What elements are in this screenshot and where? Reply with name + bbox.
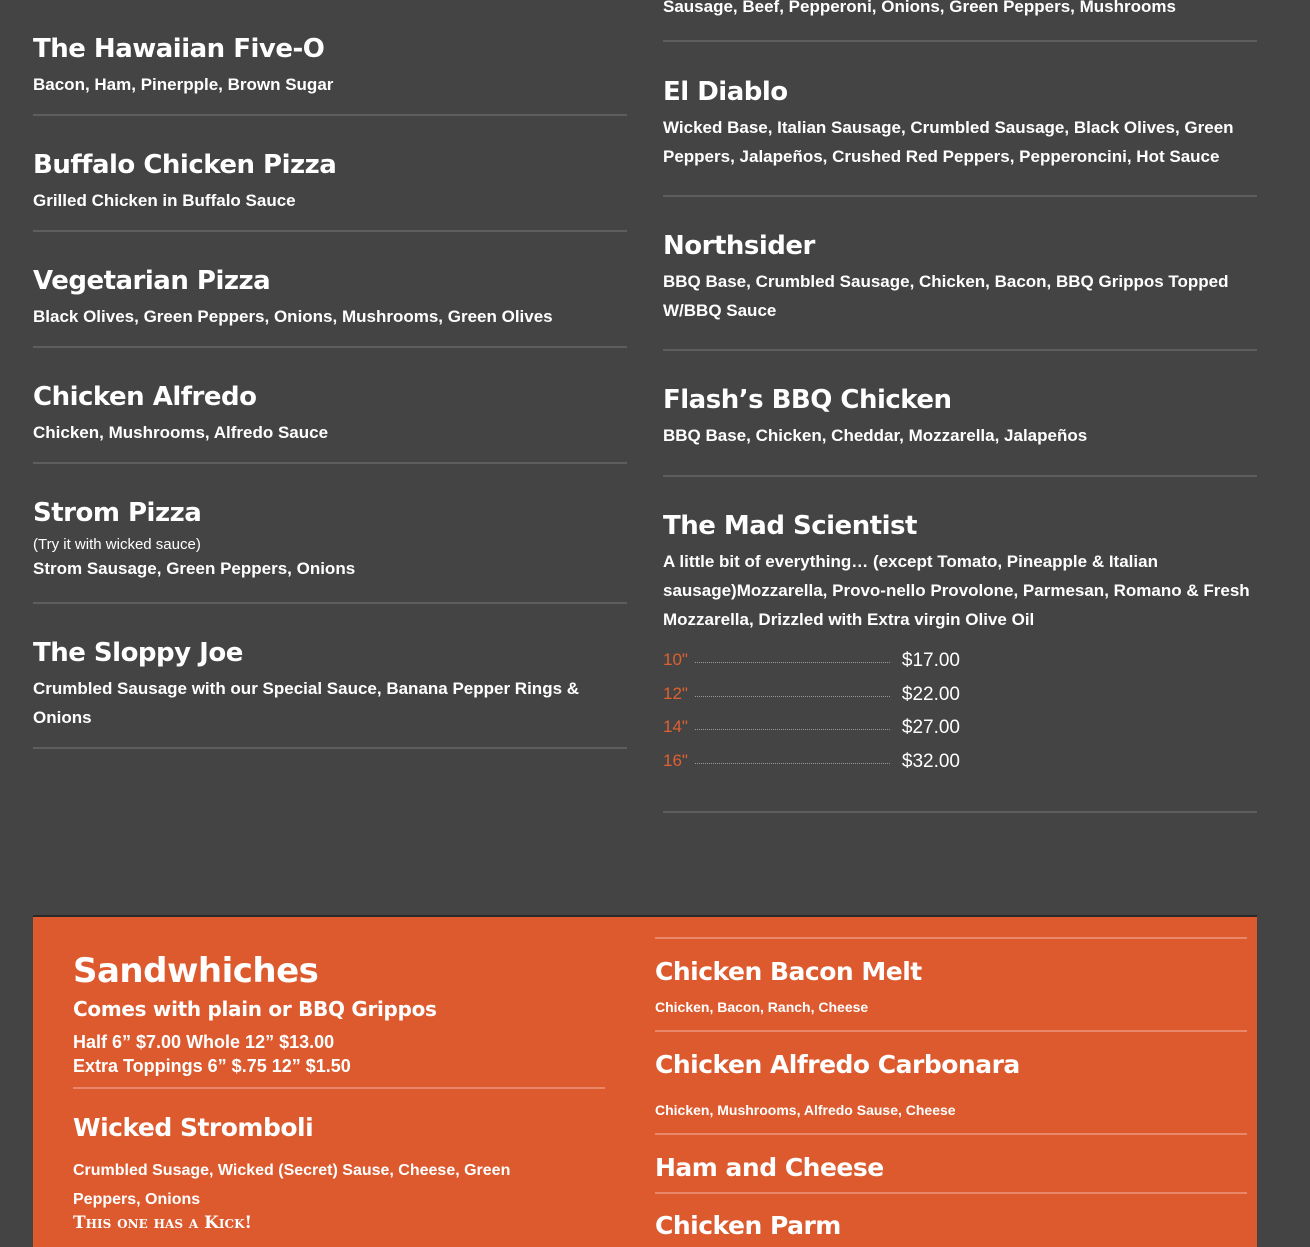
sandwiches-section bbox=[33, 915, 1257, 1247]
sandwich-price-line: Half 6” $7.00 Whole 12” $13.00 bbox=[73, 1032, 335, 1052]
item-tagline: This one has a Kick! bbox=[73, 1213, 252, 1233]
price-value: $27.00 bbox=[901, 717, 960, 738]
dotted-leader bbox=[695, 763, 890, 764]
dotted-leader bbox=[695, 696, 890, 697]
item-description: A little bit of everything… (except Tomato, Pineapple & Italian sausage)Mozzarella, Provo-nello Provolone, Parmesan, Romano & Fresh Mozzarella, Drizzled with Extra virgin Olive Oil bbox=[663, 552, 1250, 629]
divider bbox=[655, 937, 1247, 939]
item-name: Wicked Stromboli bbox=[73, 1113, 314, 1142]
divider bbox=[655, 1133, 1247, 1135]
menu-item bbox=[33, 34, 627, 116]
item-name: Chicken Alfredo bbox=[33, 382, 257, 412]
divider bbox=[655, 1192, 1247, 1194]
menu-item bbox=[663, 0, 1257, 42]
section-title: Sandwhiches bbox=[73, 951, 319, 991]
item-name: Buffalo Chicken Pizza bbox=[33, 150, 337, 180]
menu-item bbox=[663, 77, 1257, 197]
menu-item bbox=[33, 150, 627, 232]
item-name: El Diablo bbox=[663, 77, 788, 107]
menu-item bbox=[33, 382, 627, 464]
price-value: $17.00 bbox=[901, 650, 960, 671]
item-name: Chicken Bacon Melt bbox=[655, 957, 922, 986]
item-description: Wicked Base, Italian Sausage, Crumbled Sausage, Black Olives, Green Peppers, Jalapeños, Crushed Red Peppers, Pepperoncini, Hot Sauce bbox=[663, 118, 1234, 166]
price-row bbox=[663, 715, 960, 749]
item-description: BBQ Base, Crumbled Sausage, Chicken, Bacon, BBQ Grippos Topped W/BBQ Sauce bbox=[663, 272, 1229, 320]
menu-item bbox=[33, 638, 627, 749]
item-description: Chicken, Bacon, Ranch, Cheese bbox=[655, 999, 869, 1015]
menu-item bbox=[663, 231, 1257, 351]
price-value: $22.00 bbox=[901, 683, 960, 705]
item-description: Strom Sausage, Green Peppers, Onions bbox=[33, 559, 356, 578]
item-name: Vegetarian Pizza bbox=[33, 266, 271, 296]
item-name: Northsider bbox=[663, 231, 815, 261]
item-name: The Sloppy Joe bbox=[33, 638, 243, 668]
menu-item bbox=[663, 511, 1257, 813]
item-description: Crumbled Susage, Wicked (Secret) Sause, Cheese, Green Peppers, Onions bbox=[73, 1162, 511, 1208]
menu-item bbox=[33, 498, 627, 604]
price-value: $32.00 bbox=[901, 750, 960, 772]
divider bbox=[73, 1087, 605, 1089]
price-row bbox=[663, 648, 960, 682]
section-subtitle: Comes with plain or BBQ Grippos bbox=[73, 997, 437, 1021]
price-row bbox=[663, 749, 960, 783]
item-note: (Try it with wicked sauce) bbox=[33, 536, 201, 553]
item-name: Strom Pizza bbox=[33, 498, 202, 528]
menu-item bbox=[33, 266, 627, 348]
divider bbox=[655, 1030, 1247, 1032]
item-name: Ham and Cheese bbox=[655, 1153, 884, 1182]
item-description: Sausage, Beef, Pepperoni, Onions, Green Peppers, Mushrooms bbox=[663, 0, 1176, 16]
price-row bbox=[663, 682, 960, 716]
item-name: Chicken Parm bbox=[655, 1211, 841, 1240]
item-description: Chicken, Mushrooms, Alfredo Sause, Cheese bbox=[655, 1102, 956, 1118]
item-name: Chicken Alfredo Carbonara bbox=[655, 1050, 1020, 1079]
item-name: The Mad Scientist bbox=[663, 511, 917, 541]
item-name: Flash’s BBQ Chicken bbox=[663, 385, 952, 415]
dotted-leader bbox=[695, 662, 890, 663]
item-description: Crumbled Sausage with our Special Sauce, Banana Pepper Rings & Onions bbox=[33, 679, 580, 727]
extra-toppings-line: Extra Toppings 6” $.75 12” $1.50 bbox=[73, 1056, 351, 1076]
item-description: Chicken, Mushrooms, Alfredo Sauce bbox=[33, 423, 329, 442]
size-label: 10" bbox=[663, 650, 688, 669]
size-label: 12" bbox=[663, 683, 688, 703]
item-description: Grilled Chicken in Buffalo Sauce bbox=[33, 191, 296, 210]
item-description: Bacon, Ham, Pinerpple, Brown Sugar bbox=[33, 75, 334, 94]
item-description: Black Olives, Green Peppers, Onions, Mushrooms, Green Olives bbox=[33, 307, 553, 326]
item-name: The Hawaiian Five-O bbox=[33, 34, 325, 64]
size-label: 16" bbox=[663, 750, 688, 770]
price-list bbox=[663, 648, 1257, 782]
item-description: BBQ Base, Chicken, Cheddar, Mozzarella, Jalapeños bbox=[663, 426, 1088, 445]
menu-item bbox=[663, 385, 1257, 477]
dotted-leader bbox=[695, 729, 890, 730]
size-label: 14" bbox=[663, 717, 688, 736]
